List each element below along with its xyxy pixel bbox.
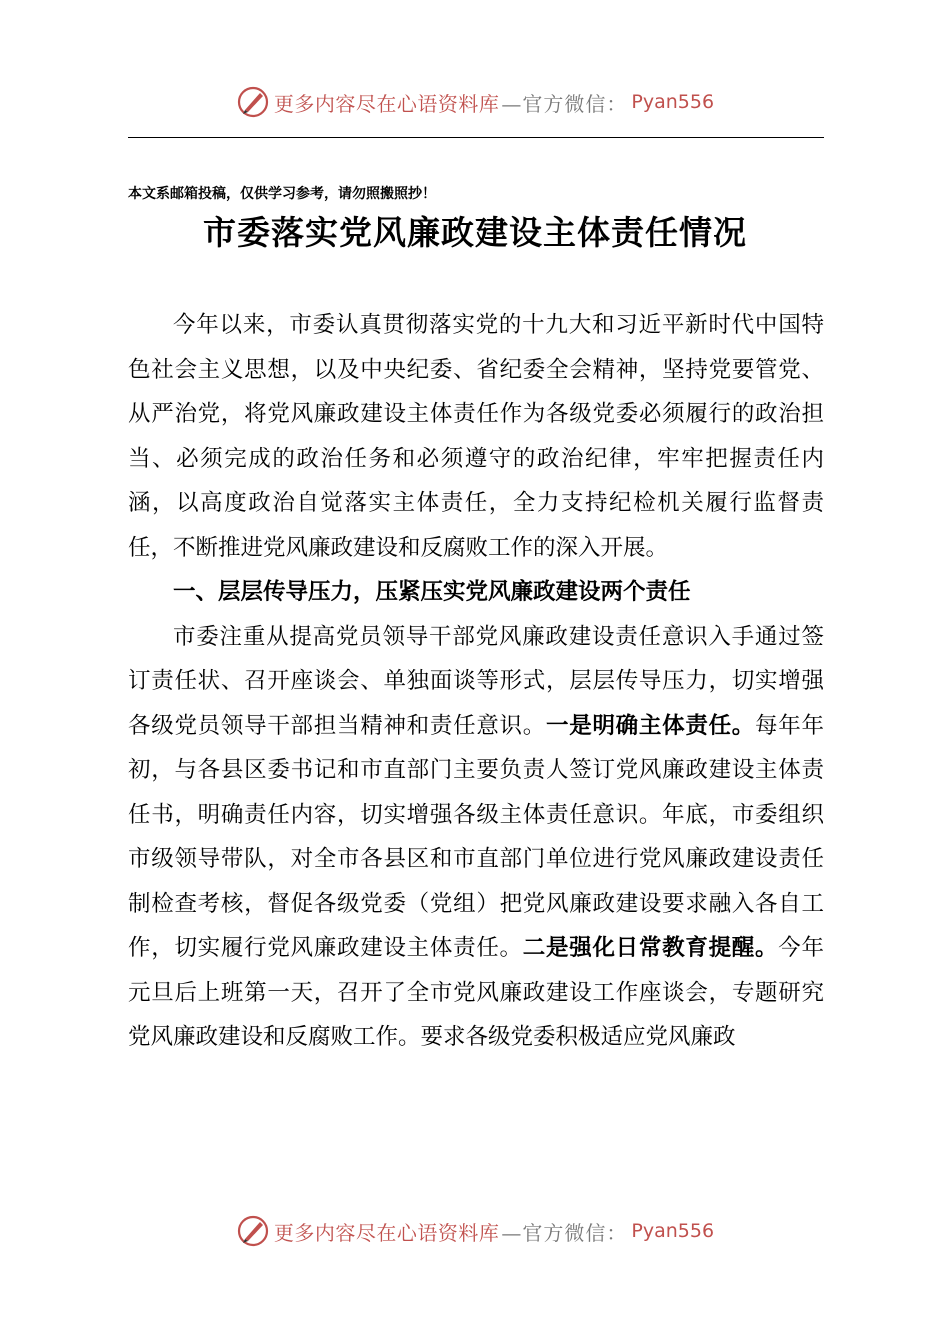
paragraph-section-1 xyxy=(128,615,824,1060)
footer-watermark xyxy=(0,1211,950,1251)
paragraph-text: 今年元旦后上班第一天，召开了全市党风廉政建设工作座谈会，专题研究党风廉政建设和反腐败工作。要求各级党委积极适应党风廉政 xyxy=(128,935,824,1050)
document-title: 市委落实党风廉政建设主体责任情况 xyxy=(203,213,747,252)
header-watermark xyxy=(0,82,950,122)
bold-point-2: 二是强化日常教育提醒。 xyxy=(522,935,779,961)
pen-logo-icon xyxy=(236,1214,270,1248)
banner-wechat-label: —官方微信： xyxy=(501,91,628,116)
banner-wechat-id: Pyan556 xyxy=(631,91,715,113)
paragraph-text: 每年年初，与各县区委书记和市直部门主要负责人签订党风廉政建设主体责任书，明确责任内容，切实增强各级主体责任意识。年底，市委组织市级领导带队，对全市各县区和市直部门单位进行党风廉政建设责任制检查考核，督促各级党委（党组）把党风廉政建设要求融入各自工作，切实履行党风廉政建设主体责任。 xyxy=(128,712,824,961)
banner-wechat-id: Pyan556 xyxy=(631,1220,715,1242)
pen-logo-icon xyxy=(236,85,270,119)
section-heading-1: 一、层层传导压力，压紧压实党风廉政建设两个责任 xyxy=(173,579,691,605)
header-divider xyxy=(128,137,824,138)
notice-text: 本文系邮箱投稿，仅供学习参考，请勿照搬照抄！ xyxy=(128,186,436,202)
banner-wechat-label: —官方微信： xyxy=(501,1220,628,1245)
paragraph-intro: 今年以来，市委认真贯彻落实党的十九大和习近平新时代中国特色社会主义思想，以及中央纪委、省纪委全会精神，坚持党要管党、从严治党，将党风廉政建设主体责任作为各级党委必须履行的政治担当、必须完成的政治任务和必须遵守的政治纪律，牢牢把握责任内涵，以高度政治自觉落实主体责任，全力支持纪检机关履行监督责任，不断推进党风廉政建设和反腐败工作的深入开展。 xyxy=(128,312,824,561)
banner-text: 更多内容尽在心语资料库 xyxy=(273,91,500,116)
banner-text: 更多内容尽在心语资料库 xyxy=(273,1220,500,1245)
bold-point-1: 一是明确主体责任。 xyxy=(546,712,756,739)
document-body xyxy=(128,303,824,1060)
paragraph-text: 市委注重从提高党员领导干部党风廉政建设责任意识入手通过签订责任状、召开座谈会、单独面谈等形式，层层传导压力，切实增强各级党员领导干部担当精神和责任意识。 xyxy=(128,623,824,739)
